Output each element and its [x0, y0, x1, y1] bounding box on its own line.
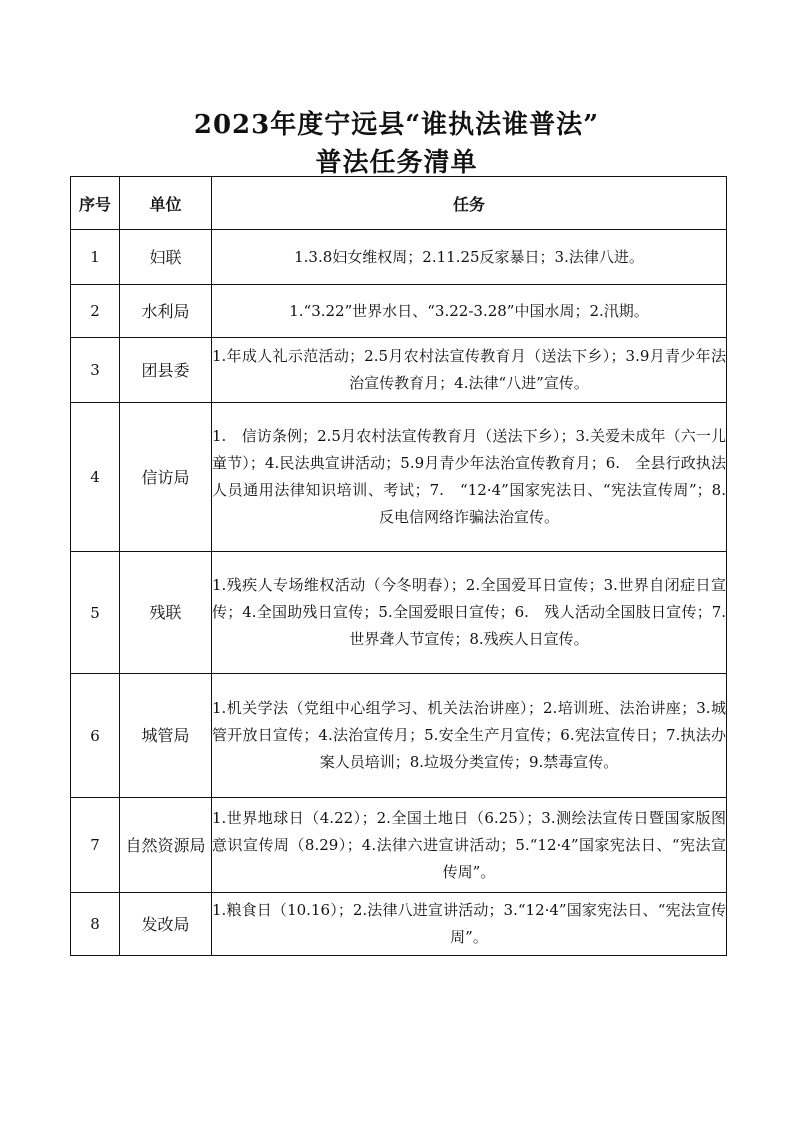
- row-unit: 水利局: [120, 285, 212, 338]
- row-unit: 城管局: [120, 674, 212, 798]
- row-tasks: 1.3.8妇女维权周；2.11.25反家暴日；3.法律八进。: [212, 230, 727, 285]
- row-tasks: 1.年成人礼示范活动；2.5月农村法宣传教育月（送法下乡）；3.9月青少年法治宣传教育月；4.法律“八进”宣传。: [212, 338, 727, 403]
- table-row: [71, 285, 727, 338]
- table-row: [71, 798, 727, 893]
- row-index: 3: [71, 338, 120, 403]
- header-unit: 单位: [120, 177, 212, 230]
- row-tasks: 1.残疾人专场维权活动（今冬明春）；2.全国爱耳日宣传；3.世界自闭症日宣传；4.全国助残日宣传；5.全国爱眼日宣传；6. 残人活动全国肢日宣传；7. 世界聋人节宣传；8.残疾人日宣传。: [212, 552, 727, 674]
- row-index: 8: [71, 893, 120, 956]
- table-row: [71, 552, 727, 674]
- row-tasks: 1.机关学法（党组中心组学习、机关法治讲座）；2.培训班、法治讲座；3.城管开放日宣传；4.法治宣传月；5.安全生产月宣传；6.宪法宣传日；7.执法办案人员培训；8.垃圾分类宣传；9.禁毒宣传。: [212, 674, 727, 798]
- table-row: [71, 338, 727, 403]
- row-unit: 团县委: [120, 338, 212, 403]
- row-unit: 发改局: [120, 893, 212, 956]
- header-index: 序号: [71, 177, 120, 230]
- document-title-line1: 2023年度宁远县“谁执法谁普法”: [193, 110, 600, 140]
- task-table: [70, 176, 742, 956]
- header-tasks: 任务: [212, 177, 727, 230]
- row-index: 6: [71, 674, 120, 798]
- table-row: [71, 403, 727, 552]
- row-index: 5: [71, 552, 120, 674]
- table-row: [71, 674, 727, 798]
- row-unit: 自然资源局: [120, 798, 212, 893]
- table-row: [71, 893, 727, 956]
- row-unit: 信访局: [120, 403, 212, 552]
- table-header-row: [71, 177, 727, 230]
- row-index: 7: [71, 798, 120, 893]
- row-unit: 残联: [120, 552, 212, 674]
- row-tasks: 1.“3.22”世界水日、“3.22-3.28”中国水周；2.汛期。: [212, 285, 727, 338]
- row-index: 1: [71, 230, 120, 285]
- row-index: 2: [71, 285, 120, 338]
- row-unit: 妇联: [120, 230, 212, 285]
- row-index: 4: [71, 403, 120, 552]
- row-tasks: 1.粮食日（10.16）；2.法律八进宣讲活动；3.“12·4”国家宪法日、“宪法宣传周”。: [212, 893, 727, 956]
- row-tasks: 1. 信访条例；2.5月农村法宣传教育月（送法下乡）；3.关爱未成年（六一儿童节）；4.民法典宣讲活动；5.9月青少年法治宣传教育月；6. 全县行政执法人员通用法律知识培训、考试；7. “12·4”国家宪法日、“宪法宣传周”；8. 反电信网络诈骗法治宣传。: [212, 403, 727, 552]
- table-row: [71, 230, 727, 285]
- document-title-line2: 普法任务清单: [315, 148, 478, 178]
- row-tasks: 1.世界地球日（4.22）；2.全国土地日（6.25）；3.测绘法宣传日暨国家版图意识宣传周（8.29）；4.法律六进宣讲活动；5.“12·4”国家宪法日、“宪法宣传周”。: [212, 798, 727, 893]
